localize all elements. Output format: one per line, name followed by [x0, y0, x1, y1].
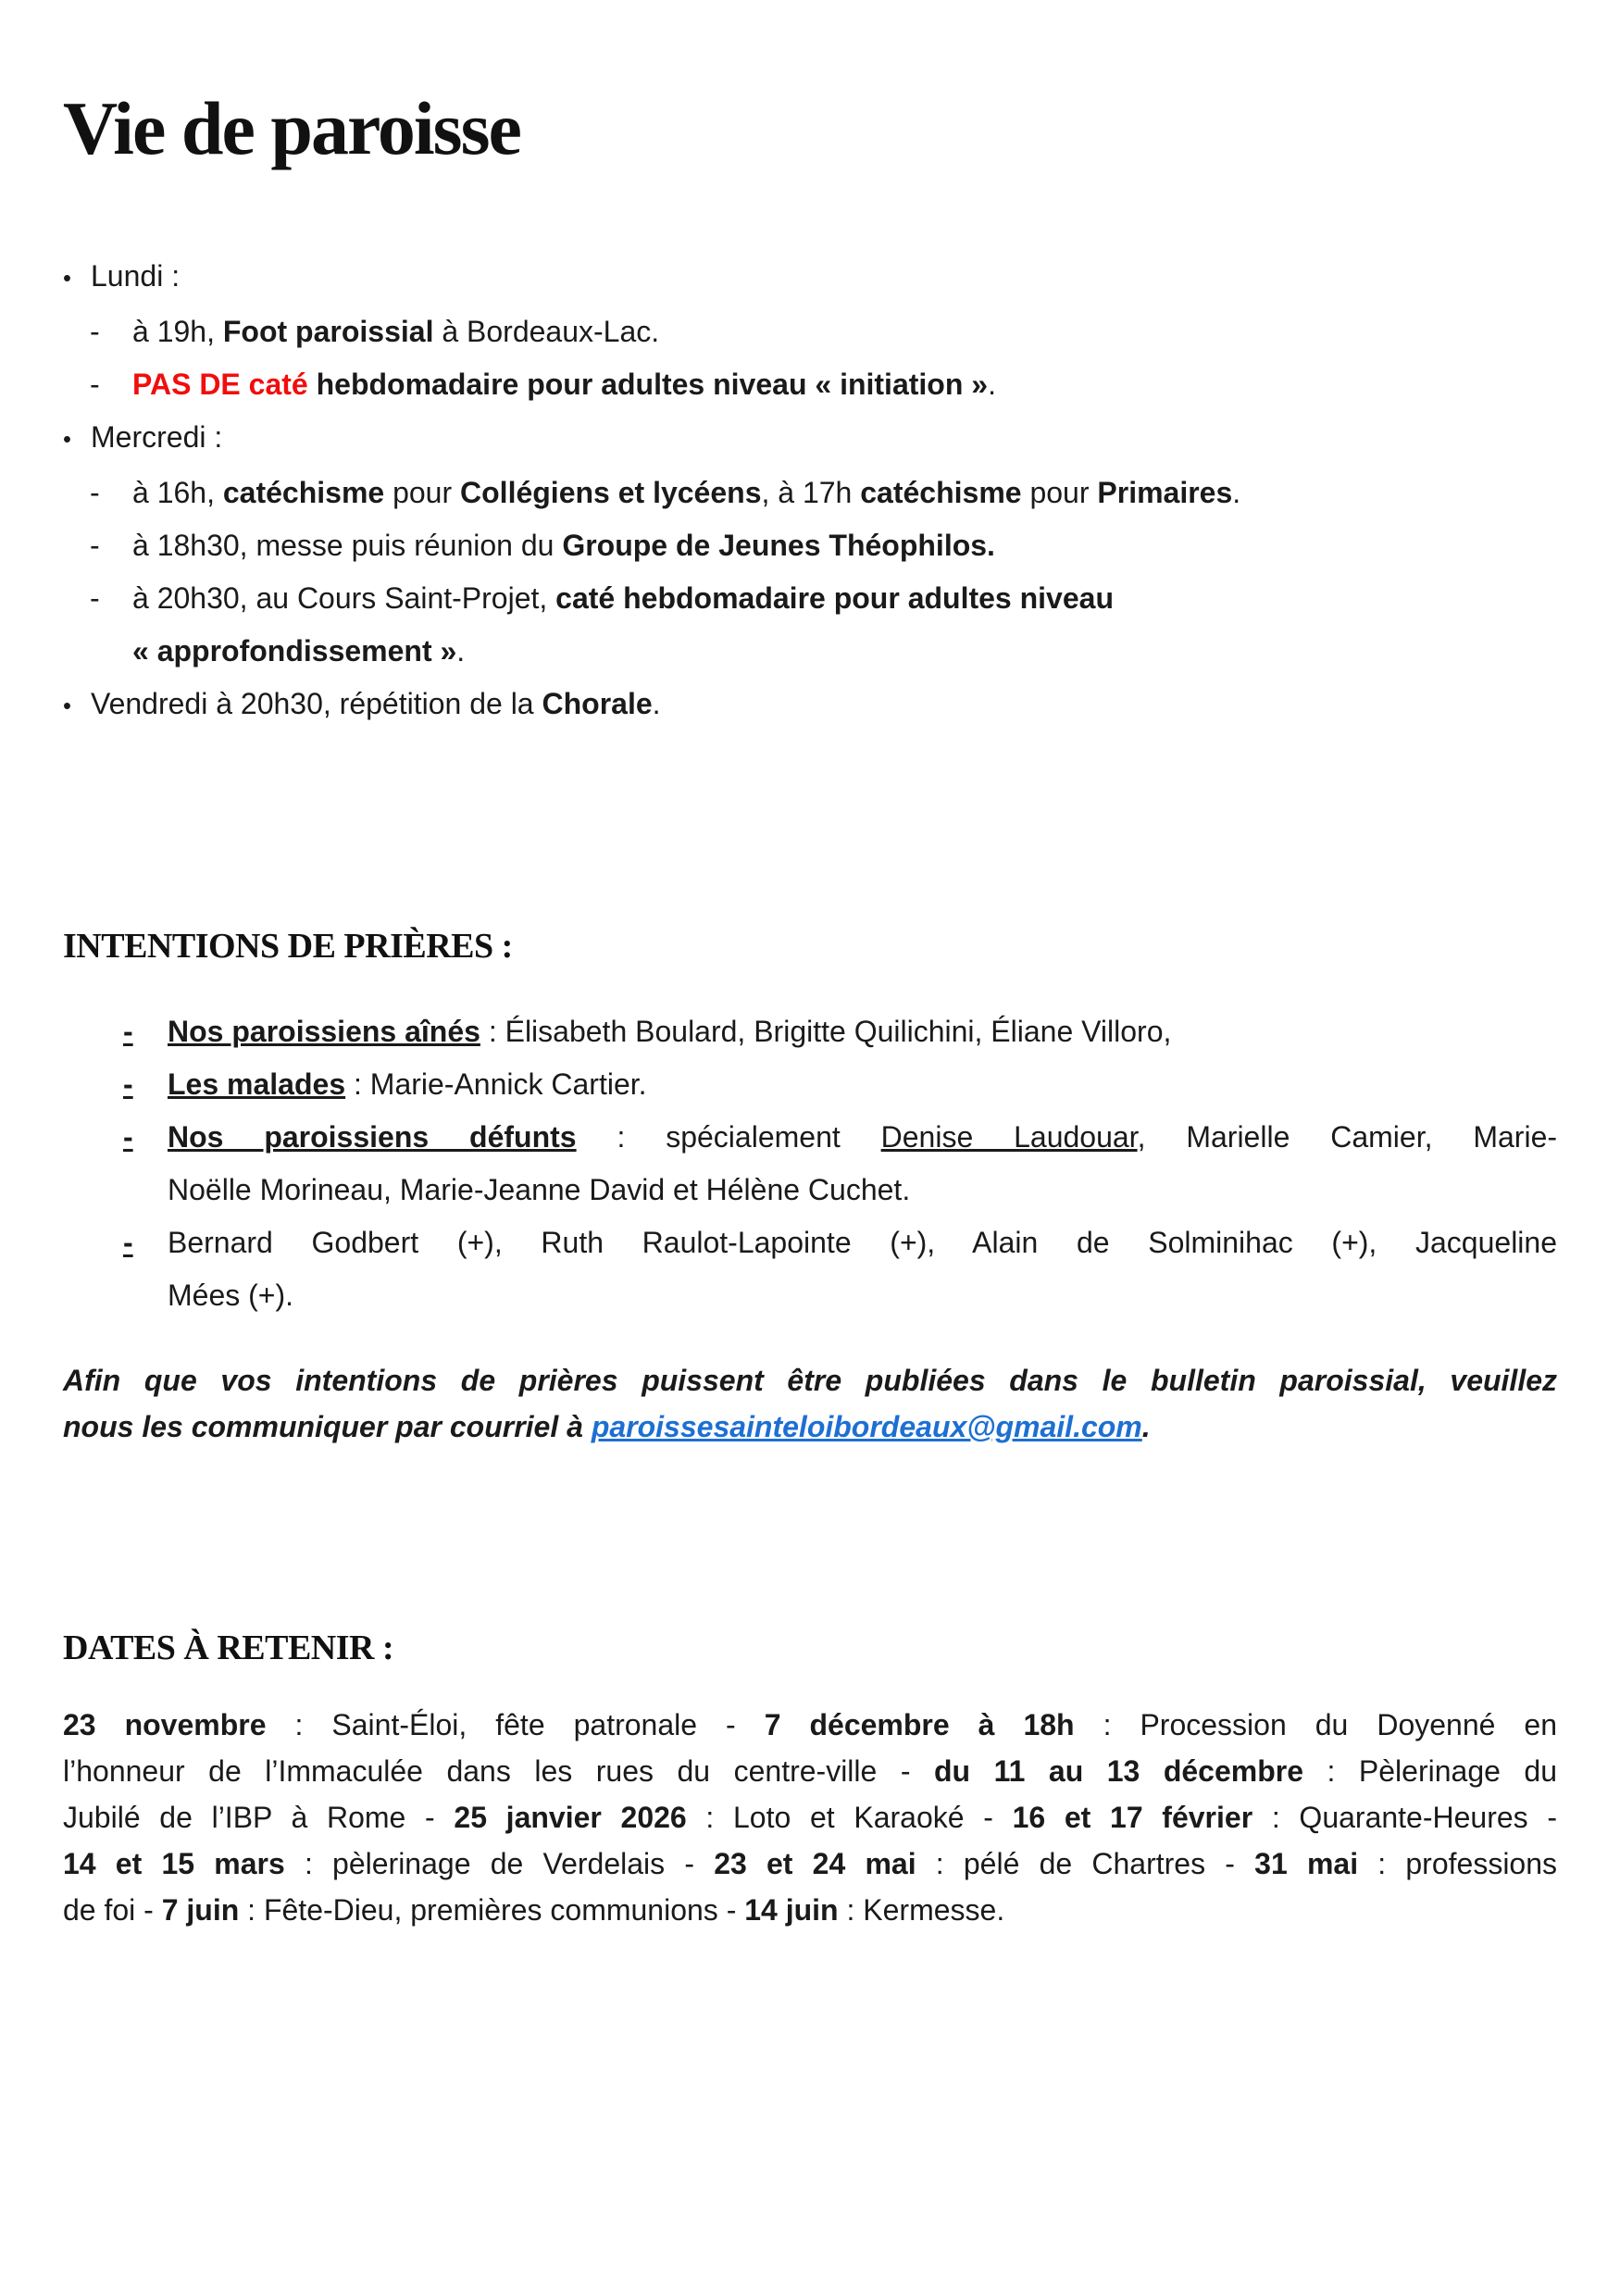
page-title: Vie de paroisse [63, 86, 520, 170]
text-segment: catéchisme [222, 476, 385, 509]
item-text [168, 1005, 1557, 1058]
dash-marker [90, 572, 132, 625]
schedule-item [63, 306, 1557, 358]
text-segment: Vendredi à 20h30, répétition de la [91, 687, 542, 720]
item-text [168, 1217, 1557, 1322]
dates-paragraph [63, 1702, 1557, 1933]
text-segment: : Fête-Dieu, premières communions - [239, 1893, 745, 1927]
text-line [132, 625, 1557, 678]
item-text [132, 519, 1557, 572]
text-segment: , Marielle Camier, Marie- [1137, 1120, 1558, 1154]
text-line [132, 306, 1557, 358]
text-segment: : Élisabeth Boulard, Brigitte Quilichini, Éliane Villoro, [480, 1015, 1172, 1048]
text-segment: : Kermesse. [838, 1893, 1005, 1927]
intention-item [63, 1217, 1557, 1322]
text-segment: pour [1021, 476, 1098, 509]
text-segment: catéchisme [860, 476, 1022, 509]
intention-item [63, 1005, 1557, 1058]
text-line [168, 1058, 1557, 1111]
text-segment: 25 janvier 2026 [454, 1801, 687, 1834]
intention-item [63, 1058, 1557, 1111]
item-text [168, 1111, 1557, 1217]
intention-item [63, 1111, 1557, 1217]
text-line [63, 1748, 1557, 1794]
section-heading-dates: DATES À RETENIR : [63, 1628, 394, 1667]
text-segment: Primaires [1097, 476, 1233, 509]
text-segment: Nos paroissiens défunts [168, 1120, 577, 1154]
marker-glyph: • [63, 693, 71, 719]
text-segment: Afin que vos intentions de prières puissent être publiées dans le bulletin paroissial, veuillez [63, 1364, 1557, 1397]
text-segment: Nos paroissiens aînés [168, 1015, 480, 1048]
text-segment: à 18h30, messe puis réunion du [132, 529, 563, 562]
text-segment: 7 juin [161, 1893, 240, 1927]
text-segment: . [1141, 1410, 1151, 1443]
item-text [132, 467, 1557, 519]
text-line [168, 1269, 1557, 1322]
text-line [168, 1005, 1557, 1058]
marker-glyph: • [63, 427, 71, 453]
text-segment: Bernard Godbert (+), Ruth Raulot-Lapointe (+), Alain de Solminihac (+), Jacqueline [168, 1226, 1557, 1259]
text-segment: 14 et 15 mars [63, 1847, 285, 1880]
text-segment: : pèlerinage de Verdelais - [284, 1847, 715, 1880]
text-segment: Mercredi : [91, 420, 223, 454]
prayer-intentions-list [63, 1005, 1557, 1322]
text-line [63, 1794, 1557, 1841]
text-segment: caté hebdomadaire pour adultes niveau [555, 581, 1114, 615]
text-segment: nous les communiquer par courriel à [63, 1410, 592, 1443]
text-line [63, 1841, 1557, 1887]
text-segment: Jubilé de l’IBP à Rome - [63, 1801, 455, 1834]
text-line [91, 250, 1557, 303]
schedule-item [63, 358, 1557, 411]
marker-glyph: - [123, 1067, 133, 1101]
dash-marker [90, 467, 132, 519]
marker-glyph: - [123, 1015, 133, 1048]
dash-marker [123, 1058, 168, 1111]
text-segment: à 20h30, au Cours Saint-Projet, [132, 581, 556, 615]
text-segment: Foot paroissial [222, 315, 434, 348]
weekly-schedule-list [63, 250, 1557, 733]
text-segment: Chorale [542, 687, 653, 720]
text-segment: PAS DE caté [132, 368, 308, 401]
text-segment: 14 juin [744, 1893, 839, 1927]
marker-glyph: - [123, 1226, 133, 1259]
schedule-item [63, 250, 1557, 306]
text-line [63, 1887, 1557, 1933]
item-text [91, 250, 1557, 303]
text-line [63, 1702, 1557, 1748]
text-segment: , à 17h [761, 476, 861, 509]
bullet-marker [63, 678, 91, 733]
text-segment: . [456, 634, 466, 668]
text-line [63, 1404, 1557, 1450]
text-line [132, 358, 1557, 411]
text-segment: à 16h, [132, 476, 223, 509]
marker-glyph: - [90, 315, 100, 348]
bullet-marker [63, 411, 91, 467]
email-link[interactable]: paroissesainteloibordeaux@gmail.com [591, 1410, 1142, 1443]
text-segment: 31 mai [1254, 1847, 1359, 1880]
item-text [132, 358, 1557, 411]
intentions-note-paragraph [63, 1357, 1557, 1450]
dash-marker [90, 519, 132, 572]
marker-glyph: - [90, 368, 100, 401]
text-segment: . [652, 687, 661, 720]
text-line [63, 1357, 1557, 1404]
text-segment: 16 et 17 février [1012, 1801, 1253, 1834]
text-segment: hebdomadaire pour adultes niveau « initiation » [307, 368, 989, 401]
text-segment: 23 et 24 mai [714, 1847, 916, 1880]
text-line [132, 519, 1557, 572]
schedule-item [63, 678, 1557, 733]
text-segment: à 19h, [132, 315, 223, 348]
dash-marker [123, 1111, 168, 1164]
text-line [91, 411, 1557, 464]
schedule-item [63, 411, 1557, 467]
text-segment: du 11 au 13 décembre [933, 1754, 1304, 1788]
marker-glyph: - [123, 1120, 133, 1154]
text-segment: : pélé de Chartres - [916, 1847, 1255, 1880]
dash-marker [123, 1217, 168, 1269]
schedule-item [63, 519, 1557, 572]
text-segment: 23 novembre [63, 1708, 267, 1741]
bullet-marker [63, 250, 91, 306]
marker-glyph: - [90, 476, 100, 509]
item-text [132, 306, 1557, 358]
text-segment: . [1232, 476, 1241, 509]
text-segment: : Procession du Doyenné en [1074, 1708, 1558, 1741]
text-line [132, 467, 1557, 519]
item-text [168, 1058, 1557, 1111]
text-segment: Groupe de Jeunes Théophilos. [562, 529, 995, 562]
marker-glyph: - [90, 529, 100, 562]
dash-marker [90, 358, 132, 411]
text-segment: à Bordeaux-Lac. [433, 315, 660, 348]
text-segment: Noëlle Morineau, Marie-Jeanne David et Hélène Cuchet. [168, 1173, 911, 1206]
text-segment: pour [384, 476, 461, 509]
dash-marker [123, 1005, 168, 1058]
dash-marker [90, 306, 132, 358]
text-segment: Denise Laudouar [880, 1120, 1138, 1154]
text-segment: : Quarante-Heures - [1252, 1801, 1558, 1834]
text-line [168, 1111, 1557, 1164]
text-segment: : Pèlerinage du [1303, 1754, 1558, 1788]
text-segment: Collégiens et lycéens [460, 476, 762, 509]
text-line [132, 572, 1557, 625]
text-segment: : professions [1358, 1847, 1558, 1880]
schedule-item [63, 572, 1557, 678]
text-segment: : Loto et Karaoké - [686, 1801, 1013, 1834]
text-segment: . [988, 368, 996, 401]
text-segment: l’honneur de l’Immaculée dans les rues du centre-ville - [63, 1754, 934, 1788]
schedule-item [63, 467, 1557, 519]
text-line [91, 678, 1557, 730]
text-segment: de foi - [63, 1893, 162, 1927]
text-segment: 7 décembre à 18h [764, 1708, 1075, 1741]
text-segment: : spécialement [576, 1120, 881, 1154]
text-segment: Les malades [168, 1067, 346, 1101]
text-segment: « approfondissement » [132, 634, 457, 668]
item-text [91, 678, 1557, 730]
marker-glyph: - [90, 581, 100, 615]
item-text [132, 572, 1557, 678]
text-segment: Mées (+). [168, 1279, 294, 1312]
text-segment: Lundi : [91, 259, 181, 293]
text-line [168, 1164, 1557, 1217]
text-segment: : Saint-Éloi, fête patronale - [266, 1708, 765, 1741]
text-segment: : Marie-Annick Cartier. [345, 1067, 647, 1101]
marker-glyph: • [63, 266, 71, 292]
section-heading-intentions: INTENTIONS DE PRIÈRES : [63, 927, 513, 966]
item-text [91, 411, 1557, 464]
text-line [168, 1217, 1557, 1269]
